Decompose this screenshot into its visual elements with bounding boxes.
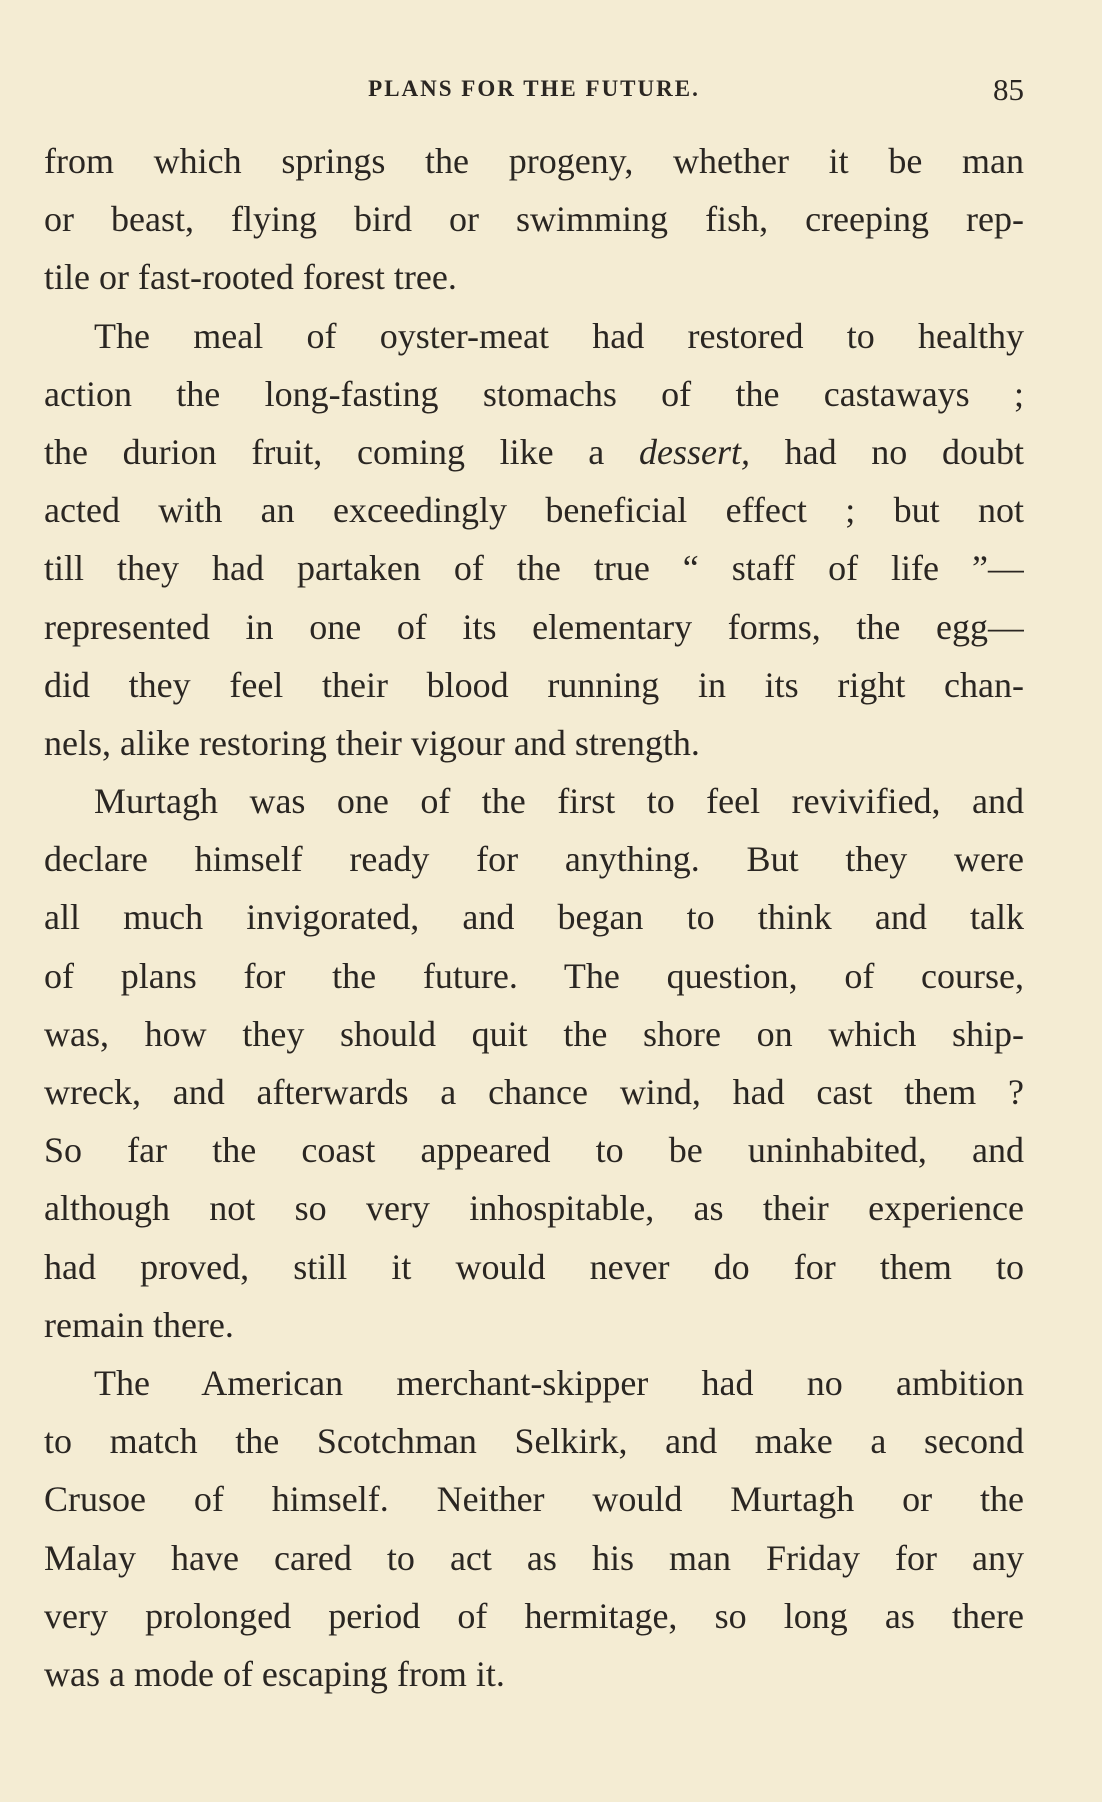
text-line: of plans for the future. The question, of course, bbox=[44, 955, 1024, 996]
running-head bbox=[44, 72, 1024, 112]
text-line: tile or fast-rooted forest tree. bbox=[44, 257, 457, 298]
text-segment: the durion fruit, coming like a bbox=[44, 431, 639, 472]
text-line: to match the Scotchman Selkirk, and make a second bbox=[44, 1421, 1024, 1462]
text-line: from which springs the progeny, whether it be man bbox=[44, 141, 1024, 181]
text-line: The meal of oyster-meat had restored to healthy bbox=[94, 315, 1024, 356]
text-line: represented in one of its elementary forms, the egg— bbox=[44, 606, 1024, 647]
text-line: wreck, and afterwards a chance wind, had cast them ? bbox=[44, 1072, 1024, 1112]
italic-word: dessert, bbox=[638, 431, 750, 472]
text-line: So far the coast appeared to be uninhabited, and bbox=[44, 1130, 1024, 1171]
text-line: very prolonged period of hermitage, so long as there bbox=[44, 1595, 1024, 1636]
text-line: The American merchant-skipper had no ambition bbox=[94, 1362, 1024, 1403]
text-line: remain there. bbox=[44, 1304, 234, 1345]
text-line: acted with an exceedingly beneficial effect ; but not bbox=[44, 490, 1024, 531]
text-line: Malay have cared to act as his man Friday for any bbox=[44, 1537, 1024, 1578]
text-line: till they had partaken of the true “ staff of life ”— bbox=[44, 548, 1024, 589]
text-line: was a mode of escaping from it. bbox=[44, 1653, 505, 1694]
body-text bbox=[44, 132, 1024, 1703]
text-line: declare himself ready for anything. But they were bbox=[44, 839, 1024, 880]
text-line: although not so very inhospitable, as their experience bbox=[44, 1188, 1024, 1229]
text-line: Murtagh was one of the first to feel revivified, and bbox=[94, 781, 1024, 822]
text-line: action the long-fasting stomachs of the castaways ; bbox=[44, 373, 1024, 414]
text-line: nels, alike restoring their vigour and strength. bbox=[44, 722, 700, 763]
chapter-running-title: PLANS FOR THE FUTURE. bbox=[368, 76, 700, 101]
text-line: was, how they should quit the shore on which ship- bbox=[44, 1013, 1024, 1054]
text-line: did they feel their blood running in its right chan- bbox=[44, 664, 1024, 705]
text-segment: had no doubt bbox=[749, 431, 1024, 472]
text-line: Crusoe of himself. Neither would Murtagh or the bbox=[44, 1479, 1024, 1520]
text-line: had proved, still it would never do for them to bbox=[44, 1246, 1024, 1287]
page-number: 85 bbox=[993, 72, 1024, 107]
text-line bbox=[44, 423, 1024, 481]
text-line: all much invigorated, and began to think and talk bbox=[44, 897, 1024, 938]
text-line: or beast, flying bird or swimming fish, creeping rep- bbox=[44, 199, 1024, 240]
